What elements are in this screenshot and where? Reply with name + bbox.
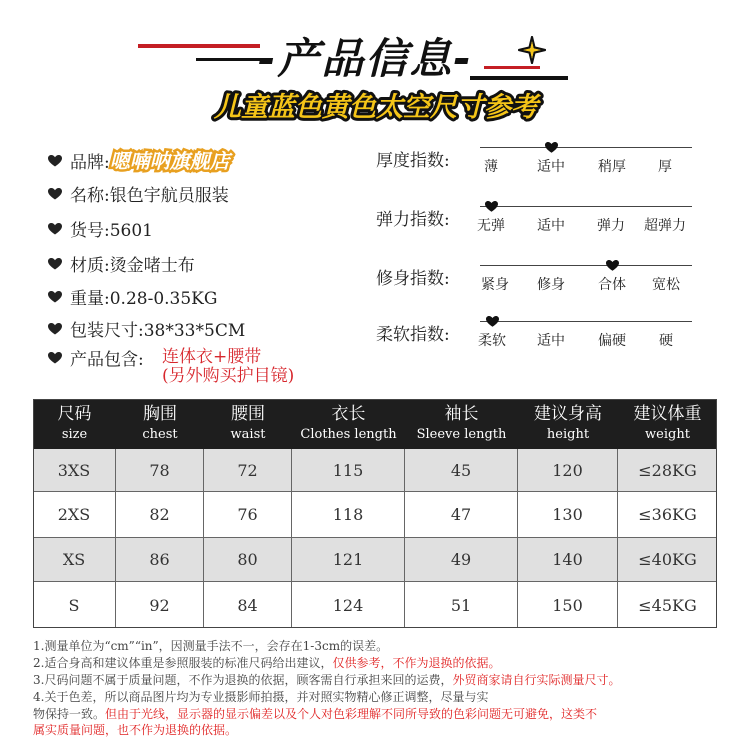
table-cell: 86	[116, 538, 204, 582]
note-line	[33, 706, 597, 722]
header-cn: 建议身高	[534, 404, 602, 424]
table-cell: XS	[33, 538, 116, 582]
info-package	[48, 316, 245, 341]
table-cell: 76	[204, 492, 292, 538]
table-cell: S	[33, 582, 116, 628]
subtitle-banner	[186, 82, 566, 128]
table-cell: 84	[204, 582, 292, 628]
table-header-cell	[405, 399, 518, 449]
table-cell: 47	[405, 492, 518, 538]
table-header-cell	[292, 399, 405, 449]
table-cell: 80	[204, 538, 292, 582]
note-text-red: 但由于光线，显示器的显示偏差以及个人对色彩理解不同所导致的色彩问题无可避免，这类不	[105, 707, 598, 721]
table-header-cell	[116, 399, 204, 449]
index-option: 紧身	[481, 277, 509, 293]
table-cell: ≤28KG	[618, 449, 717, 492]
table-cell: 3XS	[33, 449, 116, 492]
index-option: 无弹	[477, 218, 505, 234]
index-option: 稍厚	[598, 159, 626, 175]
table-header-cell	[33, 399, 116, 449]
index-scale-line	[480, 265, 692, 266]
index-option: 薄	[484, 159, 498, 175]
index-option: 弹力	[597, 218, 625, 234]
heart-icon	[48, 188, 62, 200]
table-cell: 49	[405, 538, 518, 582]
index-label: 厚度指数:	[376, 151, 450, 171]
index-option: 适中	[537, 333, 565, 349]
info-label: 名称:	[70, 186, 110, 206]
info-brand	[48, 145, 230, 174]
index-scale-line	[480, 147, 692, 148]
heart-icon	[48, 223, 62, 235]
note-text-red: 仅供参考，不作为退换的依据。	[332, 656, 501, 670]
index-label: 柔软指数:	[376, 325, 450, 345]
note-line	[33, 672, 620, 688]
heart-icon	[48, 155, 62, 167]
table-cell: 72	[204, 449, 292, 492]
index-option: 柔软	[478, 333, 506, 349]
index-option: 修身	[537, 277, 565, 293]
info-weight	[48, 284, 217, 309]
info-name	[48, 181, 229, 206]
info-label: 材质:	[70, 256, 110, 276]
info-label: 品牌:	[70, 153, 110, 173]
info-label: 货号:	[70, 221, 110, 241]
heart-icon	[48, 323, 62, 335]
table-cell: 140	[518, 538, 618, 582]
index-scale-line	[480, 321, 692, 322]
index-option: 适中	[537, 159, 565, 175]
table-cell: 51	[405, 582, 518, 628]
table-cell: 92	[116, 582, 204, 628]
info-material	[48, 251, 195, 276]
info-value: 38*33*5CM	[143, 321, 246, 341]
selected-heart-icon	[545, 142, 558, 153]
note-line	[33, 689, 488, 705]
info-sku	[48, 216, 153, 241]
table-cell: ≤36KG	[618, 492, 717, 538]
info-value: 5601	[109, 221, 153, 241]
index-label: 修身指数:	[376, 269, 450, 289]
header-en: waist	[230, 427, 266, 442]
note-line	[33, 655, 500, 671]
table-cell: 2XS	[33, 492, 116, 538]
table-cell: 130	[518, 492, 618, 538]
includes-value: 连体衣+腰带	[162, 347, 262, 367]
heart-icon	[48, 258, 62, 270]
note-text: 1.测量单位为“cm”“in”，因测量手法不一，会存在1-3cm的误差。	[33, 639, 389, 653]
index-label: 弹力指数:	[376, 210, 450, 230]
index-option: 硬	[659, 333, 673, 349]
header-black-line-right	[470, 76, 568, 80]
info-label: 包装尺寸:	[70, 321, 144, 341]
header-cn: 衣长	[331, 404, 366, 424]
subtitle: 儿童蓝色黄色太空尺寸参考	[214, 92, 538, 123]
table-cell: 78	[116, 449, 204, 492]
note-line	[33, 722, 237, 738]
info-label: 产品包含:	[70, 350, 144, 370]
selected-heart-icon	[606, 260, 619, 271]
index-option: 厚	[658, 159, 672, 175]
header-cn: 建议体重	[633, 404, 702, 424]
index-option: 超弹力	[644, 218, 686, 234]
index-option: 宽松	[652, 277, 680, 293]
table-cell: 45	[405, 449, 518, 492]
sparkle-icon	[518, 36, 546, 64]
info-value: 银色宇航员服装	[109, 186, 229, 206]
header-cn: 袖长	[444, 404, 479, 424]
table-cell: 121	[292, 538, 405, 582]
table-cell: 120	[518, 449, 618, 492]
heart-icon	[48, 352, 62, 364]
note-text: 4.关于色差，所以商品图片均为专业摄影师拍摄，并对照实物精心修正调整，尽量与实	[33, 690, 489, 704]
header-cn: 腰围	[231, 404, 265, 424]
index-scale-line	[480, 206, 692, 207]
selected-heart-icon	[485, 201, 498, 212]
note-text: 2.适合身高和建议体重是参照服装的标准尺码给出建议，	[33, 656, 333, 670]
brand-name: 嗯喃呐旗舰店	[109, 149, 230, 173]
header-red-line	[138, 44, 260, 48]
info-value: 烫金啫士布	[109, 256, 195, 276]
index-option: 偏硬	[598, 333, 626, 349]
header-en: height	[546, 427, 590, 442]
includes-note: (另外购买护目镜)	[162, 366, 295, 386]
header-red-line-right	[484, 66, 540, 69]
page-title: -产品信息-	[258, 34, 473, 83]
table-cell: 124	[292, 582, 405, 628]
header-en: Sleeve length	[416, 427, 507, 442]
note-text-red: 属实质量问题，也不作为退换的依据。	[33, 723, 238, 737]
header-en: size	[61, 427, 88, 442]
table-header-cell	[204, 399, 292, 449]
note-line	[33, 638, 388, 654]
info-value: 0.28-0.35KG	[109, 289, 218, 309]
table-header-cell	[518, 399, 618, 449]
header-cn: 尺码	[57, 404, 92, 424]
note-text: 物保持一致。	[33, 707, 106, 721]
size-table	[33, 399, 717, 628]
selected-heart-icon	[486, 316, 499, 327]
info-label: 重量:	[70, 289, 110, 309]
heart-icon	[48, 291, 62, 303]
table-cell: ≤45KG	[618, 582, 717, 628]
index-option: 合体	[598, 277, 626, 293]
table-cell: 115	[292, 449, 405, 492]
table-header-cell	[618, 399, 717, 449]
table-cell: 82	[116, 492, 204, 538]
info-includes	[48, 345, 144, 370]
header-en: weight	[645, 427, 690, 442]
header-cn: 胸围	[143, 404, 177, 424]
note-text: 3.尺码问题不属于质量问题，不作为退换的依据，顾客需自行承担来回的运费，	[33, 673, 453, 687]
note-text-red: 外贸商家请自行实际测量尺寸。	[452, 673, 621, 687]
table-cell: 150	[518, 582, 618, 628]
table-cell: ≤40KG	[618, 538, 717, 582]
header-black-line-top	[196, 58, 266, 61]
index-option: 适中	[537, 218, 565, 234]
header-en: chest	[142, 427, 178, 442]
header-en: Clothes length	[300, 427, 397, 442]
table-cell: 118	[292, 492, 405, 538]
